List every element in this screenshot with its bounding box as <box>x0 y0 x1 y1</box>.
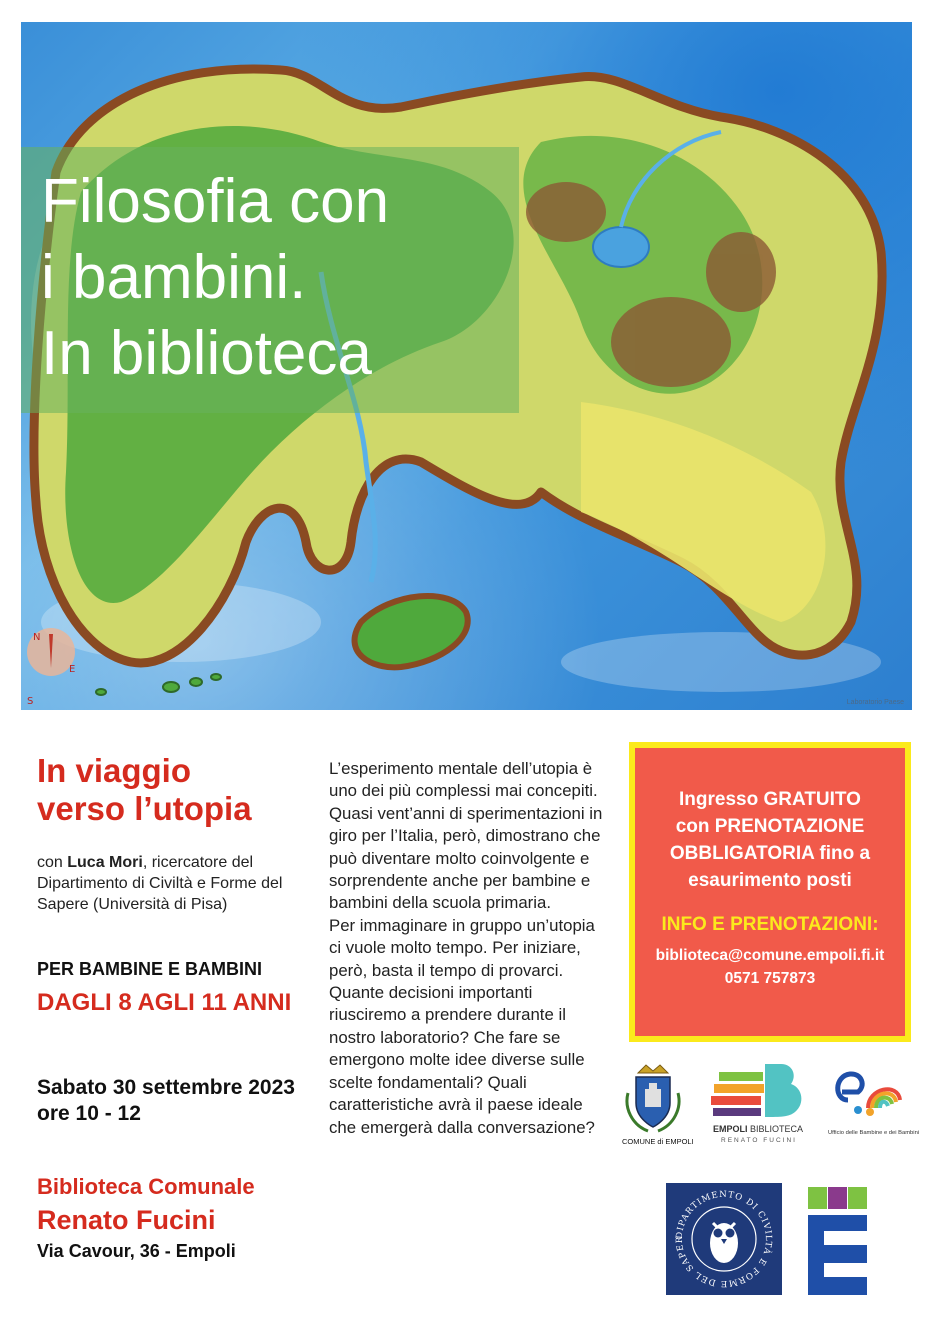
booking-line: Ingresso GRATUITO <box>679 789 861 810</box>
event-datetime <box>37 1075 295 1127</box>
library-blocks-icon <box>711 1062 811 1118</box>
crest-icon <box>618 1063 688 1135</box>
contact-phone[interactable]: 0571 757873 <box>724 970 816 987</box>
empoli-biblioteca-logo <box>711 1062 811 1152</box>
dipartimento-logo <box>666 1183 782 1295</box>
map-illustration <box>21 22 912 710</box>
description-text <box>329 758 604 1139</box>
islets <box>96 674 221 695</box>
map-credit: Laboratorio Paese <box>846 699 904 706</box>
compass-rose-icon <box>27 628 75 707</box>
comune-empoli-logo <box>618 1063 694 1149</box>
event-date: Sabato 30 settembre 2023 <box>37 1076 295 1099</box>
owl-seal-icon <box>666 1183 782 1295</box>
ufficio-bambini-logo <box>828 1068 928 1148</box>
speaker-prefix: con <box>37 854 68 871</box>
event-subtitle <box>37 752 252 828</box>
library-logo-subtext: RENATO FUCINI <box>721 1137 797 1144</box>
event-time: ore 10 - 12 <box>37 1102 141 1125</box>
blocks-logo <box>808 1187 868 1295</box>
contact-email[interactable]: biblioteca@comune.empoli.fi.it <box>655 947 885 964</box>
subtitle-line: In viaggio <box>37 752 192 789</box>
small-island <box>355 596 468 667</box>
ufficio-logo-text: Ufficio delle Bambine e dei Bambini <box>828 1130 920 1136</box>
compass-south: S <box>27 696 34 707</box>
title-line: Filosofia con <box>41 167 390 236</box>
description-paragraph: L’esperimento mentale dell’utopia è uno dei più complessi mai concepiti. Quasi vent’anni di sperimentazioni in giro per l’Italia, però, dimostrano che può diventare molto coinvolgente e sorprendente anche per bambine e bambini della scuola primaria. <box>329 759 603 913</box>
venue-name-line2: Renato Fucini <box>37 1205 216 1235</box>
color-blocks-icon <box>808 1187 868 1295</box>
info-heading: INFO E PRENOTAZIONI: <box>661 914 879 935</box>
poster-title <box>41 164 389 392</box>
library-logo-text-main <box>713 1124 803 1134</box>
library-logo-word: BIBLIOTECA <box>750 1124 804 1134</box>
title-line: In biblioteca <box>41 319 372 388</box>
booking-notice <box>635 786 905 894</box>
dept-seal-path: DIPARTIMENTO DI CIVILTÀ E FORME DEL SAPER <box>674 1189 774 1289</box>
venue-address: Via Cavour, 36 - Empoli <box>37 1241 236 1261</box>
compass-north: N <box>33 632 41 643</box>
speaker-name: Luca Mori <box>67 854 143 871</box>
compass-east: E <box>69 664 76 675</box>
booking-info-box <box>629 742 911 1042</box>
venue-name-line1: Biblioteca Comunale <box>37 1174 255 1199</box>
rainbow-heart-icon <box>828 1068 908 1128</box>
audience-label: PER BAMBINE E BAMBINI <box>37 959 263 979</box>
library-logo-word: EMPOLI <box>713 1124 748 1134</box>
speaker-info <box>37 852 317 915</box>
description-paragraph: Per immaginare in gruppo un’utopia ci vuole molto tempo. Per iniziare, però, basta il tempo di provarci. Quante decisioni importanti riusciremo a prendere durante il nostro laboratorio? Che fare se emergono molte idee diverse sulle scelte fondamentali? Quali caratteristiche avrà il paese ideale che emergerà dalla conversazione? <box>329 915 595 1137</box>
subtitle-line: verso l’utopia <box>37 790 252 827</box>
age-range: DAGLI 8 AGLI 11 ANNI <box>37 989 292 1016</box>
booking-line: esaurimento posti <box>688 870 852 891</box>
booking-line: OBBLIGATORIA fino a <box>669 843 871 864</box>
comune-logo-text: COMUNE di EMPOLI <box>622 1137 694 1146</box>
speaker-affiliation: , ricercatore del Dipartimento di Civiltà e Forme del Sapere (Università di Pisa) <box>37 854 283 913</box>
title-line: i bambini. <box>41 243 307 312</box>
lake <box>593 227 649 267</box>
booking-line: con PRENOTAZIONE <box>675 816 865 837</box>
